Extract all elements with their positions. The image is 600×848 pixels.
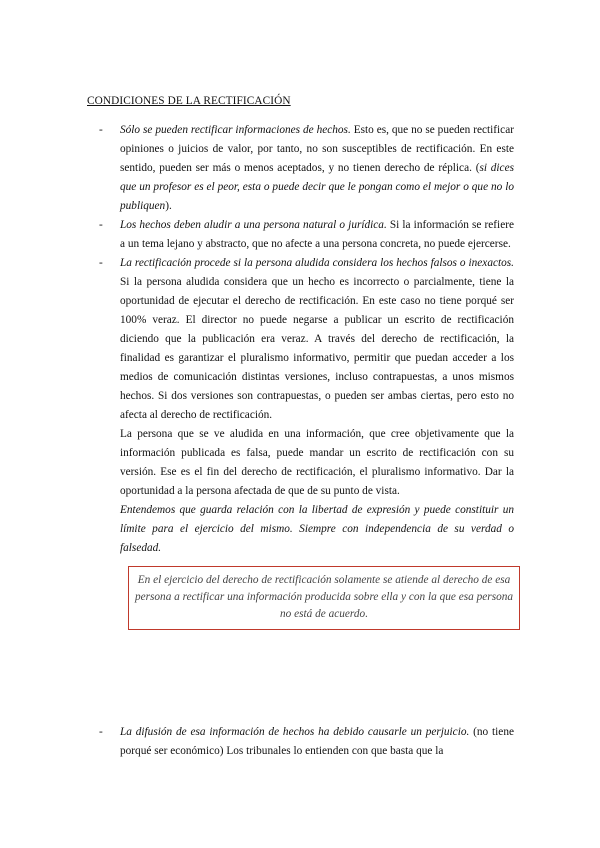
bullet-dash: - [99,726,103,738]
bullet-dash: - [99,124,103,136]
list-item [99,254,514,630]
item-text [120,254,514,425]
item-italic: La difusión de esa información de hechos ha debido causarle un perjuicio. [120,726,470,738]
item-body: Esto es, que no se pueden rectificar opiniones o juicios de valor, por tanto, no son susceptibles de rectificación. En este sentido, pueden ser más o menos aceptados, y no tienen derecho de réplica. ( [120,124,514,174]
section-heading: CONDICIONES DE LA RECTIFICACIÓN [87,95,291,107]
item-paragraph: La persona que se ve aludida en una información, que cree objetivamente que la información publicada es falsa, puede mandar un escrito de rectificación con su versión. Ese es el fin del derecho de rectificación, el pluralismo informativo. Dar la oportunidad a la persona afectada de que de su punto de vista. [120,428,514,497]
conditions-list [99,121,514,757]
bullet-dash: - [99,219,103,231]
item-body-end: ). [165,200,172,212]
item-text [120,216,514,254]
list-item [99,121,514,216]
item-body: Si la persona aludida considera que un hecho es incorrecto o parcialmente, tiene la oportunidad de ejecutar el derecho de rectificación. En este caso no tiene porqué ser 100% veraz. El director no puede negarse a publicar un escrito de rectificación diciendo que la publicación era veraz. A través del derecho de rectificación, la finalidad es garantizar el pluralismo informativo, permitir que puedan acceder a los medios de comunicación distintas versiones, incluso contrapuestas, a unos mismos hechos. Si dos versiones son contrapuestas, o pueden ser ambas ciertas, pero esto no afecta al derecho de rectificación. [120,276,514,421]
item-italic: Sólo se pueden rectificar informaciones de hechos. [120,124,351,136]
item-body: (no tiene porqué ser económico) Los tribunales lo entienden con que basta que la [120,726,514,757]
italic-paragraph-text: Entendemos que guarda relación con la libertad de expresión y puede constituir un límite para el ejercicio del mismo. Siempre con independencia de su verdad o falsedad. [120,504,514,554]
list-item [99,216,514,254]
item-text [120,121,514,216]
highlight-box: En el ejercicio del derecho de rectificación solamente se atiende al derecho de esa persona a rectificar una información producida sobre ella y con la que esa persona no está de acuerdo. [128,566,520,630]
list-item [99,723,514,761]
item-body: Si la información se refiere a un tema lejano y abstracto, que no afecte a una persona concreta, no puede ejercerse. [120,219,514,250]
item-italic-paragraph [120,501,514,558]
item-text [120,723,514,761]
bullet-dash: - [99,257,103,269]
item-italic: Los hechos deben aludir a una persona natural o jurídica. [120,219,387,231]
item-example: si dices que un profesor es el peor, esta o puede decir que le pongan como el mejor o que no lo publiquen [120,162,514,212]
item-italic: La rectificación procede si la persona aludida considera los hechos falsos o inexactos. [120,257,514,269]
